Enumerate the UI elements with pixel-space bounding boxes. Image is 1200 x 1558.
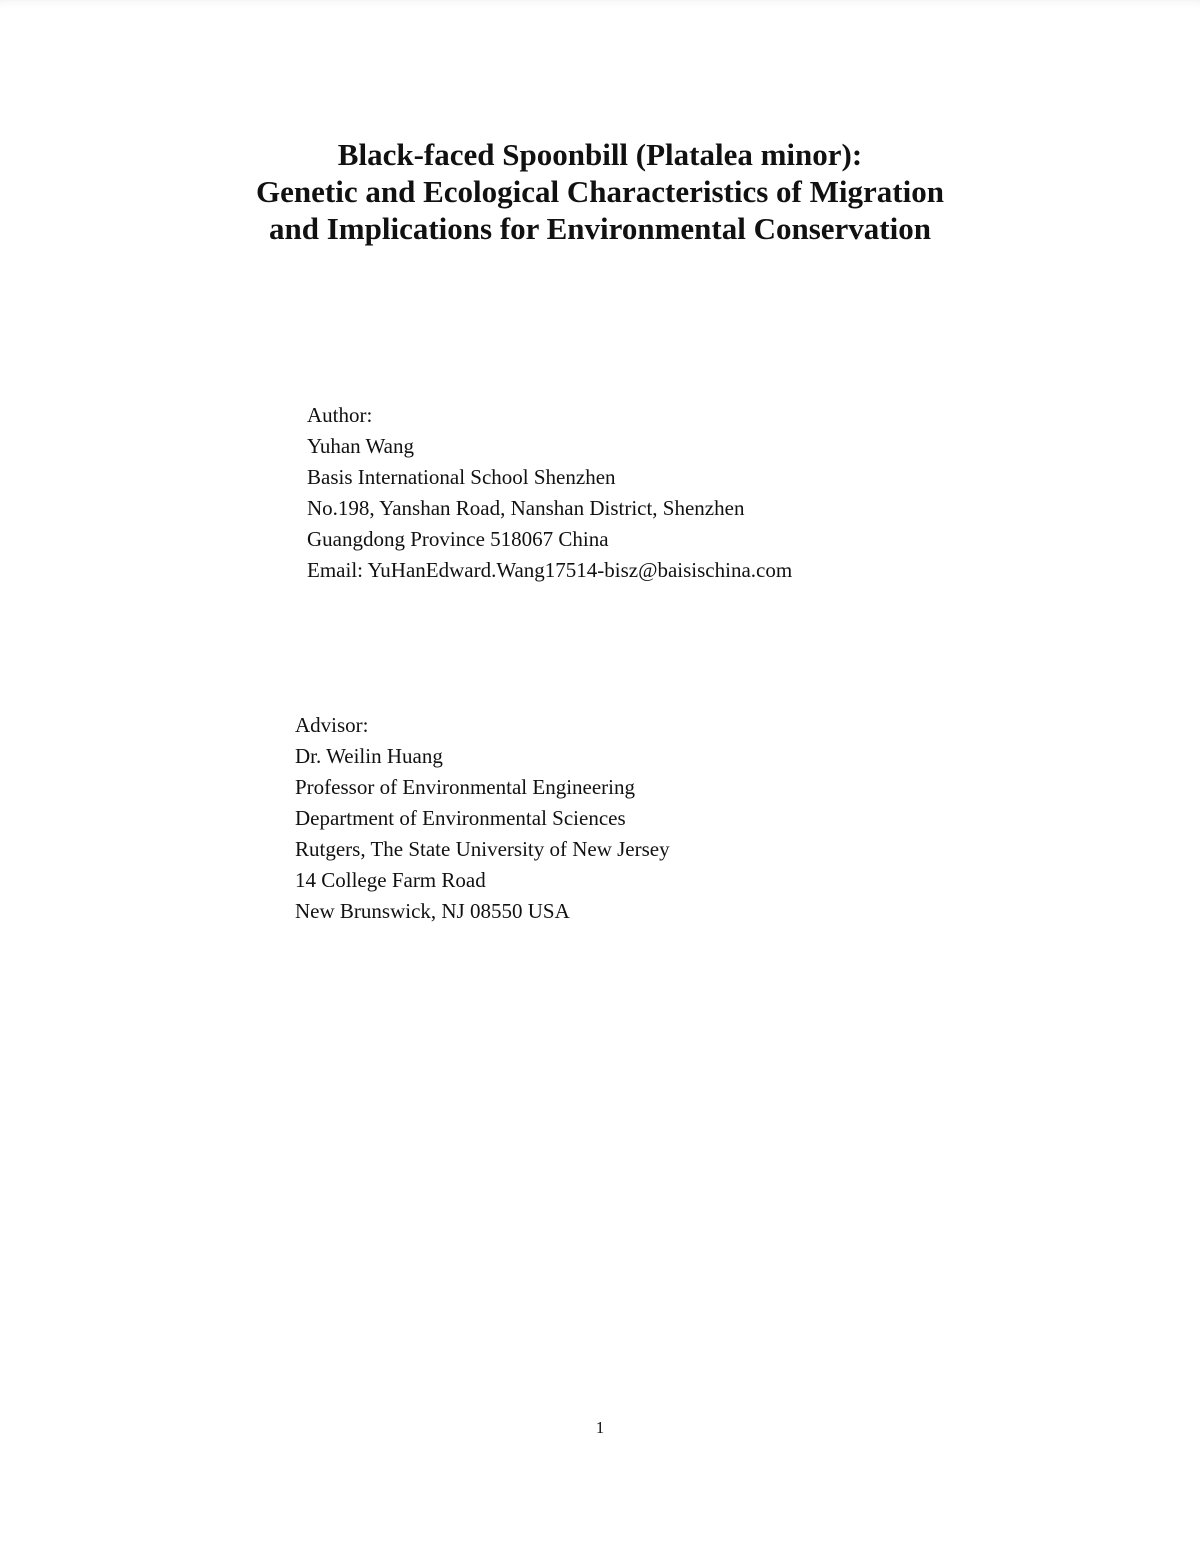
advisor-block — [295, 710, 670, 927]
advisor-address-line-1: 14 College Farm Road — [295, 868, 486, 892]
paper-title — [0, 136, 1200, 247]
advisor-heading: Advisor: — [295, 713, 369, 737]
author-address-line-2: Guangdong Province 518067 China — [307, 527, 609, 551]
title-line-1: Black-faced Spoonbill (Platalea minor): — [337, 137, 863, 172]
title-line-2: Genetic and Ecological Characteristics of Migration — [256, 174, 944, 209]
advisor-department: Department of Environmental Sciences — [295, 806, 626, 830]
author-name: Yuhan Wang — [307, 434, 414, 458]
advisor-address-line-2: New Brunswick, NJ 08550 USA — [295, 899, 570, 923]
advisor-university: Rutgers, The State University of New Jersey — [295, 837, 670, 861]
author-heading: Author: — [307, 403, 373, 427]
page-number: 1 — [595, 1418, 605, 1437]
title-line-3: and Implications for Environmental Conservation — [269, 211, 931, 246]
author-address-line-1: No.198, Yanshan Road, Nanshan District, Shenzhen — [307, 496, 745, 520]
author-email: Email: YuHanEdward.Wang17514-bisz@baisischina.com — [307, 558, 793, 582]
author-school: Basis International School Shenzhen — [307, 465, 616, 489]
advisor-name: Dr. Weilin Huang — [295, 744, 443, 768]
author-block — [307, 400, 792, 586]
advisor-position: Professor of Environmental Engineering — [295, 775, 635, 799]
